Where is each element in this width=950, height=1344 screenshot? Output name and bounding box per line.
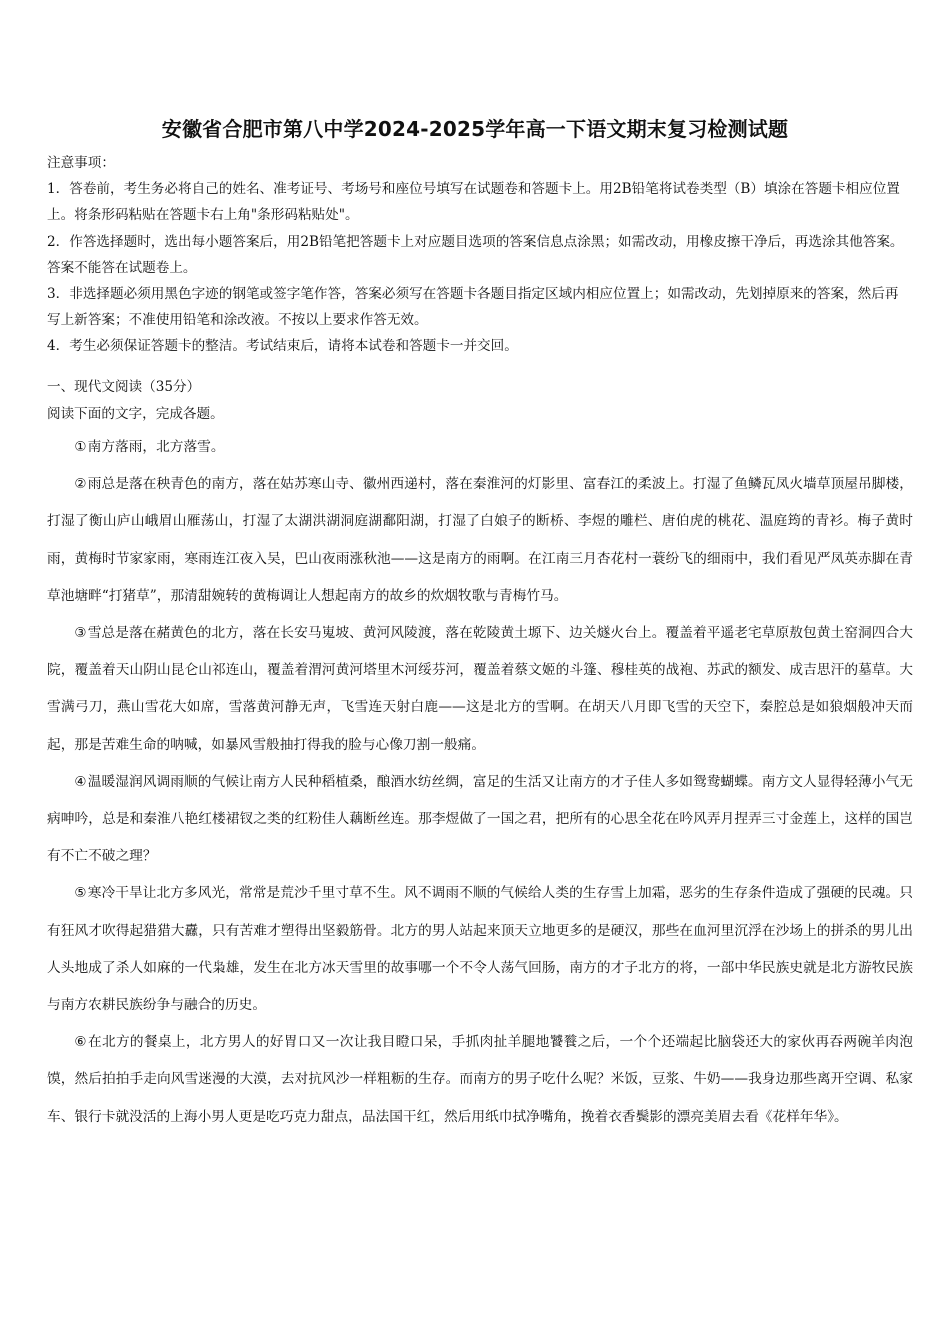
notes-heading: 注意事项：	[47, 155, 115, 171]
paragraph-number: ⑤	[74, 885, 87, 902]
passage-paragraph	[47, 466, 913, 615]
passage-paragraph	[47, 1024, 913, 1136]
paragraph-text: 南方落雨，北方落雪。	[87, 439, 225, 455]
note-item: 1．答卷前，考生务必将自己的姓名、准考证号、考场号和座位号填写在试题卷和答题卡上。用2B铅笔将试卷类型（B）填涂在答题卡相应位置上。将条形码粘贴在答题卡右上角"条形码粘贴处"。	[47, 181, 900, 224]
paragraph-number: ④	[74, 773, 87, 790]
paragraph-number: ②	[74, 476, 87, 493]
notes-block	[47, 150, 909, 360]
passage-paragraph	[47, 429, 913, 466]
paragraph-text: 温暖湿润风调雨顺的气候让南方人民种稻植桑，酿酒水纺丝绸，富足的生活又让南方的才子佳人多如鸳鸯蝴蝶。南方文人显得轻薄小气无病呻吟，总是和秦淮八艳红楼裙钗之类的红粉佳人藕断丝连。那李煜做了一国之君，把所有的心思全花在吟风弄月捏弄三寸金莲上，这样的国岂有不亡不破之理？	[47, 773, 913, 865]
exam-title: 安徽省合肥市第八中学2024-2025学年高一下语文期末复习检测试题	[161, 117, 789, 141]
section-heading: 一、现代文阅读（35分）	[47, 379, 201, 395]
note-item: 3．非选择题必须用黑色字迹的钢笔或签字笔作答，答案必须写在答题卡各题目指定区域内相应位置上；如需改动，先划掉原来的答案，然后再写上新答案；不准使用铅笔和涂改液。不按以上要求作答无效。	[47, 286, 899, 329]
section-instruction: 阅读下面的文字，完成各题。	[47, 406, 224, 422]
note-item: 4．考生必须保证答题卡的整洁。考试结束后，请将本试卷和答题卡一并交回。	[47, 338, 518, 355]
paragraph-text: 寒冷干旱让北方多风光，常常是荒沙千里寸草不生。风不调雨不顺的气候给人类的生存雪上加霜，恶劣的生存条件造成了强硬的民魂。只有狂风才吹得起猎猎大纛，只有苦难才塑得出坚毅筋骨。北方的男人站起来顶天立地更多的是硬汉，那些在血河里沉浮在沙场上的拼杀的男儿出人头地成了杀人如麻的一代枭雄，发生在北方冰天雪里的故事哪一个不令人荡气回肠，南方的才子北方的将，一部中华民族史就是北方游牧民族与南方农耕民族纷争与融合的历史。	[47, 885, 913, 1014]
passage-paragraph	[47, 764, 913, 876]
reading-passage	[47, 429, 913, 1136]
note-item: 2．作答选择题时，选出每小题答案后，用2B铅笔把答题卡上对应题目选项的答案信息点涂黑；如需改动，用橡皮擦干净后，再选涂其他答案。答案不能答在试题卷上。	[47, 233, 904, 276]
paragraph-number: ①	[74, 439, 87, 455]
passage-paragraph	[47, 615, 913, 764]
section-header	[47, 374, 909, 428]
paragraph-text: 雪总是落在赭黄色的北方，落在长安马嵬坡、黄河风陵渡，落在乾陵黄土塬下、边关燧火台上。覆盖着平遥老宅草原敖包黄土窑洞四合大院，覆盖着天山阴山昆仑山祁连山，覆盖着渭河黄河塔里木河绥芬河，覆盖着蔡文姬的斗篷、穆桂英的战袍、苏武的额发、成吉思汗的墓草。大雪满弓刀，燕山雪花大如席，雪落黄河静无声，飞雪连天射白鹿——这是北方的雪啊。在胡天八月即飞雪的天空下，秦腔总是如狼烟般冲天而起，那是苦难生命的呐喊，如暴风雪般抽打得我的脸与心像刀割一般痛。	[47, 625, 913, 753]
paragraph-text: 雨总是落在秧青色的南方，落在姑苏寒山寺、徽州西递村，落在秦淮河的灯影里、富春江的柔波上。打湿了鱼鳞瓦凤火墙草顶屋吊脚楼，打湿了衡山庐山峨眉山雁荡山，打湿了太湖洪湖洞庭湖鄱阳湖，打湿了白娘子的断桥、李煜的雕栏、唐伯虎的桃花、温庭筠的青衫。梅子黄时雨，黄梅时节家家雨，寒雨连江夜入吴，巴山夜雨涨秋池——这是南方的雨啊。在江南三月杏花村一蓑纷飞的细雨中，我们看见严凤英赤脚在青草池塘畔“打猪草”，那清甜婉转的黄梅调让人想起南方的故乡的炊烟牧歌与青梅竹马。	[47, 476, 913, 604]
paragraph-text: 在北方的餐桌上，北方男人的好胃口又一次让我目瞪口呆，手抓肉扯羊腿地饕餮之后，一个个还端起比脑袋还大的家伙再吞两碗羊肉泡馍，然后拍拍手走向风雪迷漫的大漠，去对抗风沙一样粗粝的生存。而南方的男子吃什么呢？米饭，豆浆、牛奶——我身边那些离开空调、私家车、银行卡就没活的上海小男人更是吃巧克力甜点，品法国干红，然后用纸巾拭净嘴角，挽着衣香鬓影的漂亮美眉去看《花样年华》。	[47, 1034, 913, 1125]
paragraph-number: ③	[74, 625, 87, 642]
paragraph-number: ⑥	[74, 1034, 87, 1051]
passage-paragraph	[47, 875, 913, 1024]
